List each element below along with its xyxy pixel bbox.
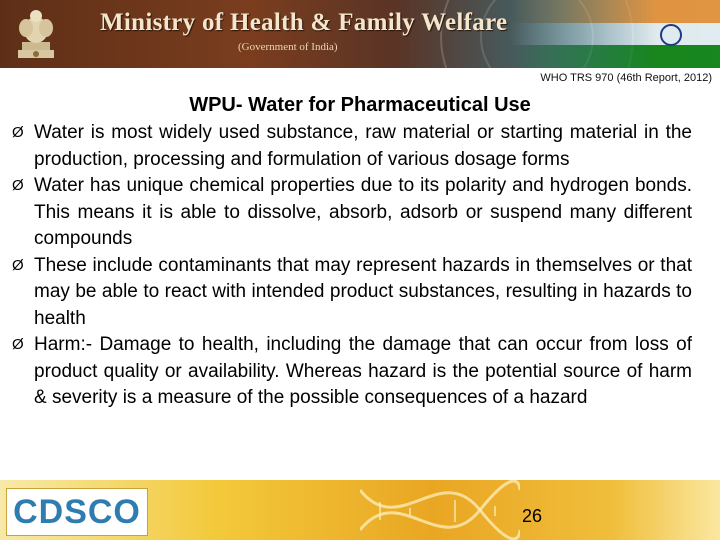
reference-citation: WHO TRS 970 (46th Report, 2012) <box>540 72 712 84</box>
bullet-arrow-icon: Ø <box>12 124 24 141</box>
bullet-text: Harm:- Damage to health, including the damage that can occur from loss of product quality or availability. Whereas hazard is the potential source of harm & severity is a measure of the possible consequences of a hazard <box>34 334 692 408</box>
bullet-text: Water is most widely used substance, raw material or starting material in the production, processing and formulation of various dosage forms <box>34 122 692 170</box>
list-item <box>12 120 692 173</box>
dna-decoration-icon <box>360 480 520 540</box>
bullet-arrow-icon: Ø <box>12 336 24 353</box>
footer-bar <box>0 480 720 540</box>
ministry-title: Ministry of Health & Family Welfare <box>100 9 508 36</box>
chakra-icon <box>660 24 682 46</box>
bullet-arrow-icon: Ø <box>12 177 24 194</box>
flag-stripe-saffron <box>510 0 720 23</box>
cdsco-logo-text: CDSCO <box>13 493 141 531</box>
slide-title: WPU- Water for Pharmaceutical Use <box>189 94 531 116</box>
list-item <box>12 332 692 412</box>
flag-stripe-white <box>510 23 720 45</box>
bullet-text: Water has unique chemical properties due to its polarity and hydrogen bonds. This means it is able to dissolve, absorb, adsorb or suspend many different compounds <box>34 175 692 249</box>
bullet-arrow-icon: Ø <box>12 256 24 274</box>
page-number: 26 <box>522 506 543 526</box>
list-item <box>12 173 692 253</box>
bullet-text: These include contaminants that may represent hazards in themselves or that may be able to react with intended product substances, resulting in hazards to health <box>34 254 692 329</box>
cdsco-logo <box>6 488 148 536</box>
header-banner <box>0 0 720 68</box>
national-emblem-icon <box>10 6 62 62</box>
government-subtitle: (Government of India) <box>238 41 338 53</box>
flag-stripe-green <box>510 45 720 68</box>
list-item <box>12 253 692 333</box>
bullet-list <box>12 120 692 412</box>
